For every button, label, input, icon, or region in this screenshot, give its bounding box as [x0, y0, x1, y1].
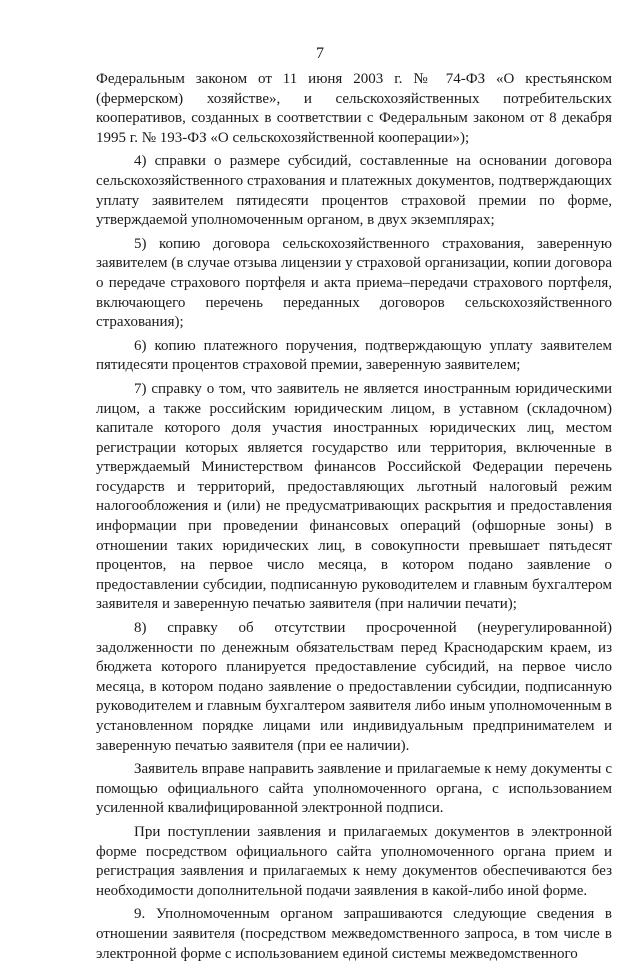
paragraph-item-5: 5) копию договора сельскохозяйственного страхования, заверенную заявителем (в случае отзыва лицензии у страховой организации, копии договора о передаче страхового портфеля и акта приема–передачи страхового портфеля, включающего перечень переданных договоров сельскохозяйственного страхования);	[96, 235, 612, 331]
page-number: 7	[316, 45, 324, 62]
paragraph-item-7: 7) справку о том, что заявитель не является иностранным юридическими лицом, а также российским юридическим лицом, в уставном (складочном) капитале которого доля участия иностранных юридических лиц, местом регистрации которых является государство или территория, включенные в утверждаемый Министерством финансов Российской Федерации перечень государств и территорий, предоставляющих льготный налоговый режим налогообложения и (или) не предусматривающих раскрытия и предоставления информации при проведении финансовых операций (офшорные зоны) в отношении таких юридических лиц, в совокупности превышает пятьдесят процентов, на первое число месяца, в котором подано заявление о предоставлении субсидии, подписанную руководителем и главным бухгалтером заявителя и заверенную печатью заявителя (при наличии печати);	[96, 380, 612, 613]
paragraph-item-4: 4) справки о размере субсидий, составленные на основании договора сельскохозяйственного страхования и платежных документов, подтверждающих уплату заявителем пятидесяти процентов страховой премии по форме, утверждаемой уполномоченным органом, в двух экземплярах;	[96, 153, 612, 229]
document-body	[96, 70, 612, 968]
paragraph-continuation: Федеральным законом от 11 июня 2003 г. № 74-ФЗ «О крестьянском (фермерском) хозяйстве», и сельскохозяйственных потребительских кооперативов, созданных в соответствии с Федеральным законом от 8 декабря 1995 г. № 193-ФЗ «О сельскохозяйственной кооперации»);	[96, 71, 612, 146]
paragraph-electronic-submission: Заявитель вправе направить заявление и прилагаемые к нему документы с помощью официального сайта уполномоченного органа, с использованием усиленной квалифицированной электронной подписи.	[96, 761, 612, 817]
paragraph-item-9: 9. Уполномоченным органом запрашиваются следующие сведения в отношении заявителя (посредством межведомственного запроса, в том числе в электронной форме с использованием единой системы межведомственного	[96, 906, 612, 962]
paragraph-item-8: 8) справку об отсутствии просроченной (неурегулированной) задолженности по денежным обязательствам перед Краснодарским краем, из бюджета которого планируется предоставление субсидий, на первое число месяца, в котором подано заявление о предоставлении субсидии, подписанную руководителем и главным бухгалтером заявителя либо иным уполномоченным в установленном порядке лицами или индивидуальным предпринимателем и заверенную печатью заявителя (при ее наличии).	[96, 620, 612, 754]
paragraph-electronic-receipt: При поступлении заявления и прилагаемых документов в электронной форме посредством официального сайта уполномоченного органа прием и регистрация заявления и прилагаемых к нему документов обеспечиваются без необходимости дополнительной подачи заявления в какой-либо иной форме.	[96, 823, 612, 899]
paragraph-item-6: 6) копию платежного поручения, подтверждающую уплату заявителем пятидесяти процентов страховой премии, заверенную заявителем;	[96, 337, 612, 374]
